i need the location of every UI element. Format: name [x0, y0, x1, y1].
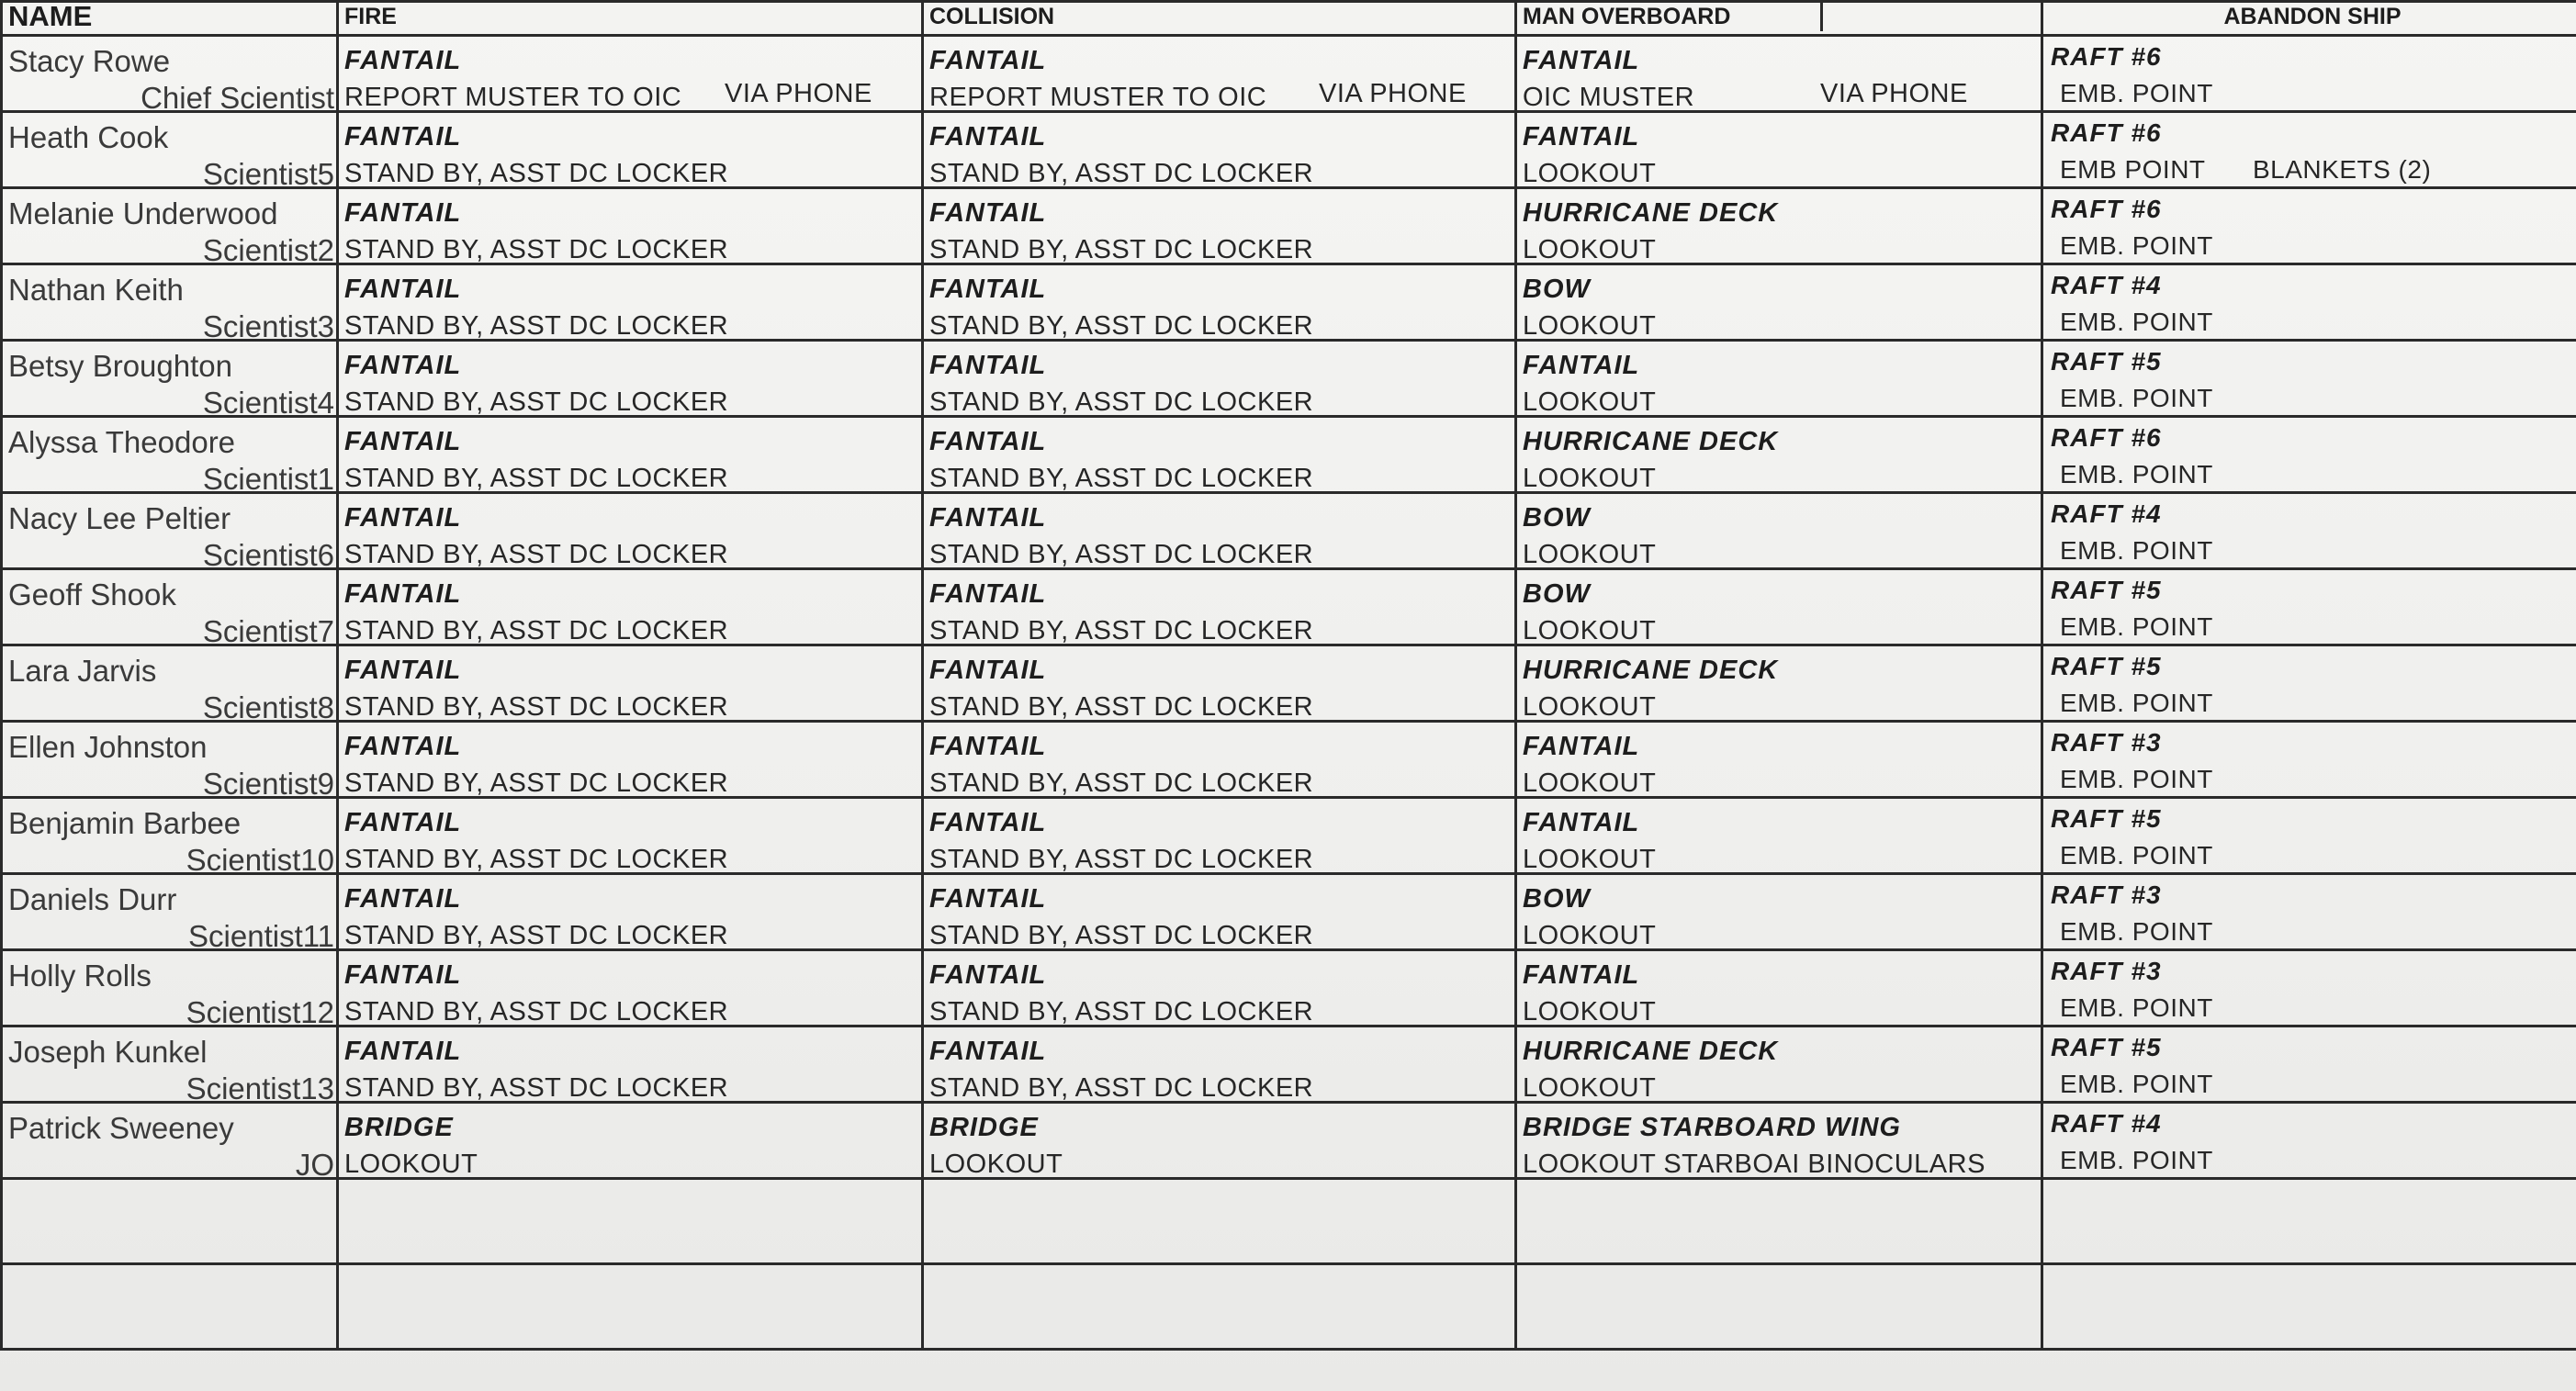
blank-cell: [923, 1264, 1516, 1350]
fire-station: FANTAIL: [344, 198, 462, 228]
abandon-ship-cell: [2042, 798, 2576, 874]
fire-cell: [338, 188, 923, 264]
collision-action: STAND BY, ASST DC LOCKER: [929, 159, 1314, 188]
mob-action: OIC MUSTER: [1523, 83, 1695, 112]
collision-action: STAND BY, ASST DC LOCKER: [929, 464, 1314, 493]
fire-action: STAND BY, ASST DC LOCKER: [344, 387, 729, 417]
name-cell: [2, 341, 338, 417]
fire-station: FANTAIL: [344, 503, 462, 533]
fire-station: FANTAIL: [344, 732, 462, 761]
fire-cell: [338, 493, 923, 569]
mob-action: LOOKOUT: [1523, 997, 1657, 1026]
collision-action: STAND BY, ASST DC LOCKER: [929, 768, 1314, 798]
name-cell: [2, 798, 338, 874]
abandon-ship-cell: [2042, 493, 2576, 569]
collision-station: FANTAIL: [929, 275, 1047, 304]
header-fire: FIRE: [338, 2, 923, 36]
abandon-ship-cell: [2042, 264, 2576, 341]
abandon-point: EMB. POINT: [2060, 536, 2213, 565]
abandon-point: EMB. POINT: [2060, 460, 2213, 488]
collision-cell: [923, 798, 1516, 874]
abandon-raft: RAFT #5: [2051, 1033, 2162, 1061]
man-overboard-cell: [1516, 874, 2042, 950]
table-row: [2, 188, 2576, 264]
fire-action: STAND BY, ASST DC LOCKER: [344, 311, 729, 341]
person-name: Nathan Keith: [8, 273, 184, 307]
person-role: Scientist3: [202, 309, 334, 341]
collision-station: FANTAIL: [929, 122, 1047, 151]
collision-action: STAND BY, ASST DC LOCKER: [929, 845, 1314, 874]
mob-action: LOOKOUT: [1523, 540, 1657, 569]
abandon-point: EMB. POINT: [2060, 231, 2213, 260]
table-row: [2, 264, 2576, 341]
abandon-point: EMB POINT: [2060, 155, 2206, 184]
fire-cell: [338, 798, 923, 874]
header-name: NAME: [2, 2, 338, 36]
fire-station: FANTAIL: [344, 46, 462, 75]
blank-cell: [338, 1264, 923, 1350]
fire-extra: VIA PHONE: [725, 79, 872, 108]
mob-station: BOW: [1523, 275, 1591, 304]
name-cell: [2, 722, 338, 798]
collision-station: FANTAIL: [929, 884, 1047, 914]
collision-station: FANTAIL: [929, 732, 1047, 761]
table-body: [2, 36, 2576, 1350]
abandon-ship-cell: [2042, 112, 2576, 188]
fire-action: STAND BY, ASST DC LOCKER: [344, 997, 729, 1026]
blank-cell: [2042, 1264, 2576, 1350]
table-row: [2, 1026, 2576, 1103]
table-row: [2, 722, 2576, 798]
person-role: Scientist10: [186, 843, 334, 874]
name-cell: [2, 493, 338, 569]
mob-action: LOOKOUT: [1523, 311, 1657, 341]
fire-station: FANTAIL: [344, 122, 462, 151]
man-overboard-cell: [1516, 722, 2042, 798]
name-cell: [2, 264, 338, 341]
person-name: Lara Jarvis: [8, 654, 157, 688]
mob-action: LOOKOUT: [1523, 768, 1657, 798]
blank-row: [2, 1179, 2576, 1264]
blank-cell: [1516, 1179, 2042, 1264]
mob-station: HURRICANE DECK: [1523, 1037, 1779, 1066]
fire-cell: [338, 36, 923, 112]
collision-action: STAND BY, ASST DC LOCKER: [929, 692, 1314, 722]
person-role: Scientist12: [186, 995, 334, 1026]
mob-station: HURRICANE DECK: [1523, 656, 1779, 685]
person-name: Holly Rolls: [8, 959, 152, 993]
abandon-ship-cell: [2042, 341, 2576, 417]
collision-station: FANTAIL: [929, 198, 1047, 228]
abandon-point: EMB. POINT: [2060, 308, 2213, 336]
table-row: [2, 417, 2576, 493]
collision-extra: VIA PHONE: [1319, 79, 1467, 108]
table-row: [2, 798, 2576, 874]
fire-station: FANTAIL: [344, 656, 462, 685]
man-overboard-cell: [1516, 493, 2042, 569]
fire-station: FANTAIL: [344, 351, 462, 380]
mob-station: HURRICANE DECK: [1523, 198, 1779, 228]
person-name: Daniels Durr: [8, 882, 177, 916]
collision-cell: [923, 188, 1516, 264]
fire-station: FANTAIL: [344, 1037, 462, 1066]
abandon-point: EMB. POINT: [2060, 612, 2213, 641]
person-name: Heath Cook: [8, 120, 169, 154]
abandon-raft: RAFT #5: [2051, 652, 2162, 680]
abandon-ship-cell: [2042, 188, 2576, 264]
fire-action: STAND BY, ASST DC LOCKER: [344, 235, 729, 264]
collision-action: STAND BY, ASST DC LOCKER: [929, 235, 1314, 264]
header-row: [2, 2, 2576, 36]
abandon-ship-cell: [2042, 645, 2576, 722]
table-row: [2, 874, 2576, 950]
collision-station: FANTAIL: [929, 46, 1047, 75]
man-overboard-cell: [1516, 645, 2042, 722]
abandon-raft: RAFT #6: [2051, 118, 2162, 147]
fire-action: STAND BY, ASST DC LOCKER: [344, 159, 729, 188]
mob-station: FANTAIL: [1523, 351, 1640, 380]
abandon-ship-cell: [2042, 1026, 2576, 1103]
fire-cell: [338, 950, 923, 1026]
fire-station: FANTAIL: [344, 808, 462, 837]
person-name: Stacy Rowe: [8, 44, 171, 78]
collision-station: FANTAIL: [929, 656, 1047, 685]
collision-action: STAND BY, ASST DC LOCKER: [929, 997, 1314, 1026]
abandon-ship-cell: [2042, 722, 2576, 798]
person-name: Geoff Shook: [8, 578, 176, 611]
abandon-raft: RAFT #6: [2051, 195, 2162, 223]
mob-station: FANTAIL: [1523, 732, 1640, 761]
name-cell: [2, 417, 338, 493]
fire-action: STAND BY, ASST DC LOCKER: [344, 845, 729, 874]
person-role: Scientist9: [202, 767, 334, 798]
man-overboard-cell: [1516, 112, 2042, 188]
collision-cell: [923, 112, 1516, 188]
abandon-point: EMB. POINT: [2060, 993, 2213, 1022]
collision-action: STAND BY, ASST DC LOCKER: [929, 387, 1314, 417]
blank-cell: [2, 1179, 338, 1264]
fire-action: STAND BY, ASST DC LOCKER: [344, 1073, 729, 1103]
blank-row: [2, 1264, 2576, 1350]
collision-cell: [923, 1026, 1516, 1103]
abandon-ship-cell: [2042, 36, 2576, 112]
person-name: Patrick Sweeney: [8, 1111, 234, 1145]
fire-cell: [338, 569, 923, 645]
header-collision: COLLISION: [923, 2, 1516, 36]
man-overboard-cell: [1516, 1103, 2042, 1179]
collision-cell: [923, 722, 1516, 798]
abandon-point: EMB. POINT: [2060, 689, 2213, 717]
fire-cell: [338, 645, 923, 722]
name-cell: [2, 569, 338, 645]
name-cell: [2, 1103, 338, 1179]
collision-action: STAND BY, ASST DC LOCKER: [929, 1073, 1314, 1103]
person-role: Scientist7: [202, 614, 334, 645]
fire-cell: [338, 264, 923, 341]
man-overboard-cell: [1516, 417, 2042, 493]
collision-cell: [923, 493, 1516, 569]
man-overboard-cell: [1516, 1026, 2042, 1103]
mob-station: FANTAIL: [1523, 122, 1640, 151]
fire-station: FANTAIL: [344, 275, 462, 304]
table-row: [2, 493, 2576, 569]
collision-action: REPORT MUSTER TO OIC: [929, 83, 1267, 112]
abandon-point: EMB. POINT: [2060, 765, 2213, 793]
collision-station: FANTAIL: [929, 351, 1047, 380]
header-divider: [1820, 2, 2041, 32]
person-role: Scientist6: [202, 538, 334, 569]
blank-cell: [2, 1264, 338, 1350]
collision-cell: [923, 1103, 1516, 1179]
collision-station: FANTAIL: [929, 579, 1047, 609]
man-overboard-cell: [1516, 188, 2042, 264]
fire-cell: [338, 874, 923, 950]
abandon-raft: RAFT #4: [2051, 271, 2162, 299]
abandon-raft: RAFT #3: [2051, 881, 2162, 909]
collision-cell: [923, 569, 1516, 645]
abandon-raft: RAFT #3: [2051, 728, 2162, 757]
fire-action: LOOKOUT: [344, 1150, 478, 1179]
table-row: [2, 569, 2576, 645]
mob-action: LOOKOUT: [1523, 159, 1657, 188]
table-row: [2, 112, 2576, 188]
name-cell: [2, 112, 338, 188]
fire-station: FANTAIL: [344, 884, 462, 914]
fire-station: FANTAIL: [344, 427, 462, 456]
collision-cell: [923, 417, 1516, 493]
abandon-point: EMB. POINT: [2060, 1146, 2213, 1174]
collision-station: FANTAIL: [929, 1037, 1047, 1066]
collision-station: BRIDGE: [929, 1113, 1039, 1142]
fire-action: STAND BY, ASST DC LOCKER: [344, 768, 729, 798]
person-role: Scientist5: [202, 157, 334, 188]
abandon-raft: RAFT #3: [2051, 957, 2162, 985]
collision-action: STAND BY, ASST DC LOCKER: [929, 616, 1314, 645]
mob-action: LOOKOUT: [1523, 235, 1657, 264]
person-role: Scientist1: [202, 462, 334, 493]
mob-action: LOOKOUT: [1523, 616, 1657, 645]
mob-action: LOOKOUT STARBOAI BINOCULARS: [1523, 1150, 1985, 1179]
abandon-ship-cell: [2042, 874, 2576, 950]
person-role: Scientist8: [202, 690, 334, 722]
person-name: Nacy Lee Peltier: [8, 501, 231, 535]
man-overboard-cell: [1516, 569, 2042, 645]
table-row: [2, 36, 2576, 112]
abandon-raft: RAFT #4: [2051, 499, 2162, 528]
collision-station: FANTAIL: [929, 960, 1047, 990]
mob-action: LOOKOUT: [1523, 921, 1657, 950]
fire-cell: [338, 112, 923, 188]
person-name: Betsy Broughton: [8, 349, 232, 383]
person-role: Scientist13: [186, 1071, 334, 1103]
fire-action: REPORT MUSTER TO OIC: [344, 83, 682, 112]
table-row: [2, 341, 2576, 417]
table-row: [2, 645, 2576, 722]
fire-cell: [338, 417, 923, 493]
collision-cell: [923, 341, 1516, 417]
header-man-overboard-cell: [1516, 2, 2042, 36]
person-role: Chief Scientist: [141, 81, 334, 112]
collision-action: LOOKOUT: [929, 1150, 1063, 1179]
collision-cell: [923, 950, 1516, 1026]
person-name: Joseph Kunkel: [8, 1035, 208, 1069]
abandon-point: EMB. POINT: [2060, 841, 2213, 869]
abandon-raft: RAFT #6: [2051, 42, 2162, 71]
man-overboard-cell: [1516, 341, 2042, 417]
table-row: [2, 1103, 2576, 1179]
fire-station: BRIDGE: [344, 1113, 454, 1142]
name-cell: [2, 36, 338, 112]
table-row: [2, 950, 2576, 1026]
man-overboard-cell: [1516, 36, 2042, 112]
blank-cell: [338, 1179, 923, 1264]
collision-action: STAND BY, ASST DC LOCKER: [929, 311, 1314, 341]
mob-station: BOW: [1523, 579, 1591, 609]
mob-station: HURRICANE DECK: [1523, 427, 1779, 456]
mob-station: BOW: [1523, 503, 1591, 533]
mob-action: LOOKOUT: [1523, 1073, 1657, 1103]
blank-cell: [923, 1179, 1516, 1264]
abandon-raft: RAFT #5: [2051, 804, 2162, 833]
abandon-raft: RAFT #5: [2051, 347, 2162, 376]
mob-action: LOOKOUT: [1523, 692, 1657, 722]
blank-cell: [1516, 1264, 2042, 1350]
mob-action: LOOKOUT: [1523, 845, 1657, 874]
name-cell: [2, 874, 338, 950]
abandon-ship-cell: [2042, 1103, 2576, 1179]
fire-action: STAND BY, ASST DC LOCKER: [344, 616, 729, 645]
person-role: Scientist11: [188, 919, 334, 950]
collision-cell: [923, 264, 1516, 341]
man-overboard-cell: [1516, 264, 2042, 341]
abandon-point: EMB. POINT: [2060, 79, 2213, 107]
collision-action: STAND BY, ASST DC LOCKER: [929, 540, 1314, 569]
person-role: Scientist2: [202, 233, 334, 264]
fire-station: FANTAIL: [344, 579, 462, 609]
blank-cell: [2042, 1179, 2576, 1264]
mob-station: BRIDGE STARBOARD WING: [1523, 1113, 1901, 1142]
collision-cell: [923, 645, 1516, 722]
name-cell: [2, 950, 338, 1026]
collision-station: FANTAIL: [929, 427, 1047, 456]
mob-station: FANTAIL: [1523, 960, 1640, 990]
mob-station: BOW: [1523, 884, 1591, 914]
fire-action: STAND BY, ASST DC LOCKER: [344, 540, 729, 569]
fire-station: FANTAIL: [344, 960, 462, 990]
abandon-ship-cell: [2042, 569, 2576, 645]
header-abandon-ship: ABANDON SHIP: [2042, 2, 2576, 36]
mob-station: FANTAIL: [1523, 46, 1640, 75]
abandon-ship-cell: [2042, 950, 2576, 1026]
fire-cell: [338, 722, 923, 798]
name-cell: [2, 1026, 338, 1103]
mob-action: LOOKOUT: [1523, 387, 1657, 417]
person-name: Melanie Underwood: [8, 196, 278, 230]
name-cell: [2, 188, 338, 264]
man-overboard-cell: [1516, 950, 2042, 1026]
header-man-overboard: MAN OVERBOARD: [1523, 4, 1731, 29]
mob-action: LOOKOUT: [1523, 464, 1657, 493]
name-cell: [2, 645, 338, 722]
person-role: JO: [295, 1148, 334, 1179]
fire-cell: [338, 341, 923, 417]
fire-action: STAND BY, ASST DC LOCKER: [344, 464, 729, 493]
abandon-ship-cell: [2042, 417, 2576, 493]
fire-action: STAND BY, ASST DC LOCKER: [344, 692, 729, 722]
fire-action: STAND BY, ASST DC LOCKER: [344, 921, 729, 950]
mob-extra: VIA PHONE: [1820, 79, 1968, 108]
collision-action: STAND BY, ASST DC LOCKER: [929, 921, 1314, 950]
abandon-raft: RAFT #5: [2051, 576, 2162, 604]
person-name: Ellen Johnston: [8, 730, 208, 764]
fire-cell: [338, 1026, 923, 1103]
mob-station: FANTAIL: [1523, 808, 1640, 837]
person-name: Benjamin Barbee: [8, 806, 242, 840]
collision-cell: [923, 36, 1516, 112]
collision-station: FANTAIL: [929, 503, 1047, 533]
abandon-point: EMB. POINT: [2060, 384, 2213, 412]
abandon-raft: RAFT #4: [2051, 1109, 2162, 1138]
fire-cell: [338, 1103, 923, 1179]
man-overboard-cell: [1516, 798, 2042, 874]
collision-station: FANTAIL: [929, 808, 1047, 837]
abandon-raft: RAFT #6: [2051, 423, 2162, 452]
person-name: Alyssa Theodore: [8, 425, 236, 459]
person-role: Scientist4: [202, 386, 334, 417]
abandon-point: EMB. POINT: [2060, 1070, 2213, 1098]
abandon-extra: BLANKETS (2): [2253, 155, 2432, 184]
collision-cell: [923, 874, 1516, 950]
abandon-point: EMB. POINT: [2060, 917, 2213, 946]
